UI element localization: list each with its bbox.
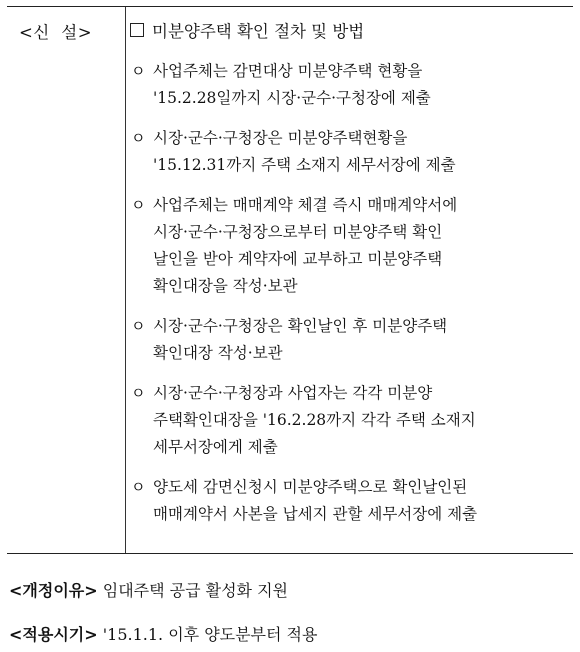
list-item-line: 시장·군수·구청장으로부터 미분양주택 확인 [153, 223, 443, 241]
list-item-line: 시장·군수·구청장과 사업자는 각각 미분양 [153, 384, 433, 402]
list-item-text [153, 474, 567, 528]
bullet-icon: ㅇ [131, 384, 146, 402]
list-item-line: 양도세 감면신청시 미분양주택으로 확인날인된 [153, 478, 468, 496]
list-item-line: 날인을 받아 계약자에 교부하고 미분양주택 [153, 250, 443, 268]
list-item-text [153, 380, 567, 461]
list-item [131, 58, 567, 112]
bullet-icon: ㅇ [131, 129, 146, 147]
section-heading [130, 18, 364, 42]
amendment-table [7, 6, 573, 554]
checkbox-icon [130, 23, 144, 37]
reason-label: <개정이유> [9, 581, 98, 600]
effective-text: '15.1.1. 이후 양도분부터 적용 [102, 625, 318, 644]
effective-label: <적용시기> [9, 625, 98, 644]
list-item [131, 474, 567, 528]
bullet-icon: ㅇ [131, 62, 146, 80]
list-item-line: 주택확인대장을 '16.2.28까지 각각 주택 소재지 [153, 411, 476, 429]
list-item-line: 매매계약서 사본을 납세지 관할 세무서장에 제출 [153, 505, 478, 523]
section-tag: <신 설> [19, 23, 93, 42]
reason-text: 임대주택 공급 활성화 지원 [102, 581, 289, 600]
list-item-line: 확인대장 작성·보관 [153, 344, 283, 362]
list-item [131, 192, 567, 300]
list-item-text [153, 313, 567, 367]
list-item [131, 125, 567, 179]
list-item-line: 시장·군수·구청장은 확인날인 후 미분양주택 [153, 317, 448, 335]
list-item-line: 확인대장을 작성·보관 [153, 277, 298, 295]
list-item-text [153, 125, 567, 179]
list-item-text [153, 58, 567, 112]
bullet-icon: ㅇ [131, 478, 146, 496]
footer-effective-date [9, 622, 317, 645]
list-item-line: 사업주체는 감면대상 미분양주택 현황을 [153, 62, 423, 80]
procedure-list [131, 58, 567, 541]
list-item-line: 시장·군수·구청장은 미분양주택현황을 [153, 129, 408, 147]
list-item-line: '15.12.31까지 주택 소재지 세무서장에 제출 [153, 156, 456, 174]
bullet-icon: ㅇ [131, 317, 146, 335]
list-item [131, 313, 567, 367]
list-item-line: 세무서장에게 제출 [153, 438, 278, 456]
footer-reason [9, 578, 288, 601]
list-item-text [153, 192, 567, 300]
list-item [131, 380, 567, 461]
list-item-line: 사업주체는 매매계약 체결 즉시 매매계약서에 [153, 196, 458, 214]
column-divider [125, 7, 126, 553]
heading-text: 미분양주택 확인 절차 및 방법 [152, 22, 365, 41]
list-item-line: '15.2.28일까지 시장·군수·구청장에 제출 [153, 89, 431, 107]
bullet-icon: ㅇ [131, 196, 146, 214]
